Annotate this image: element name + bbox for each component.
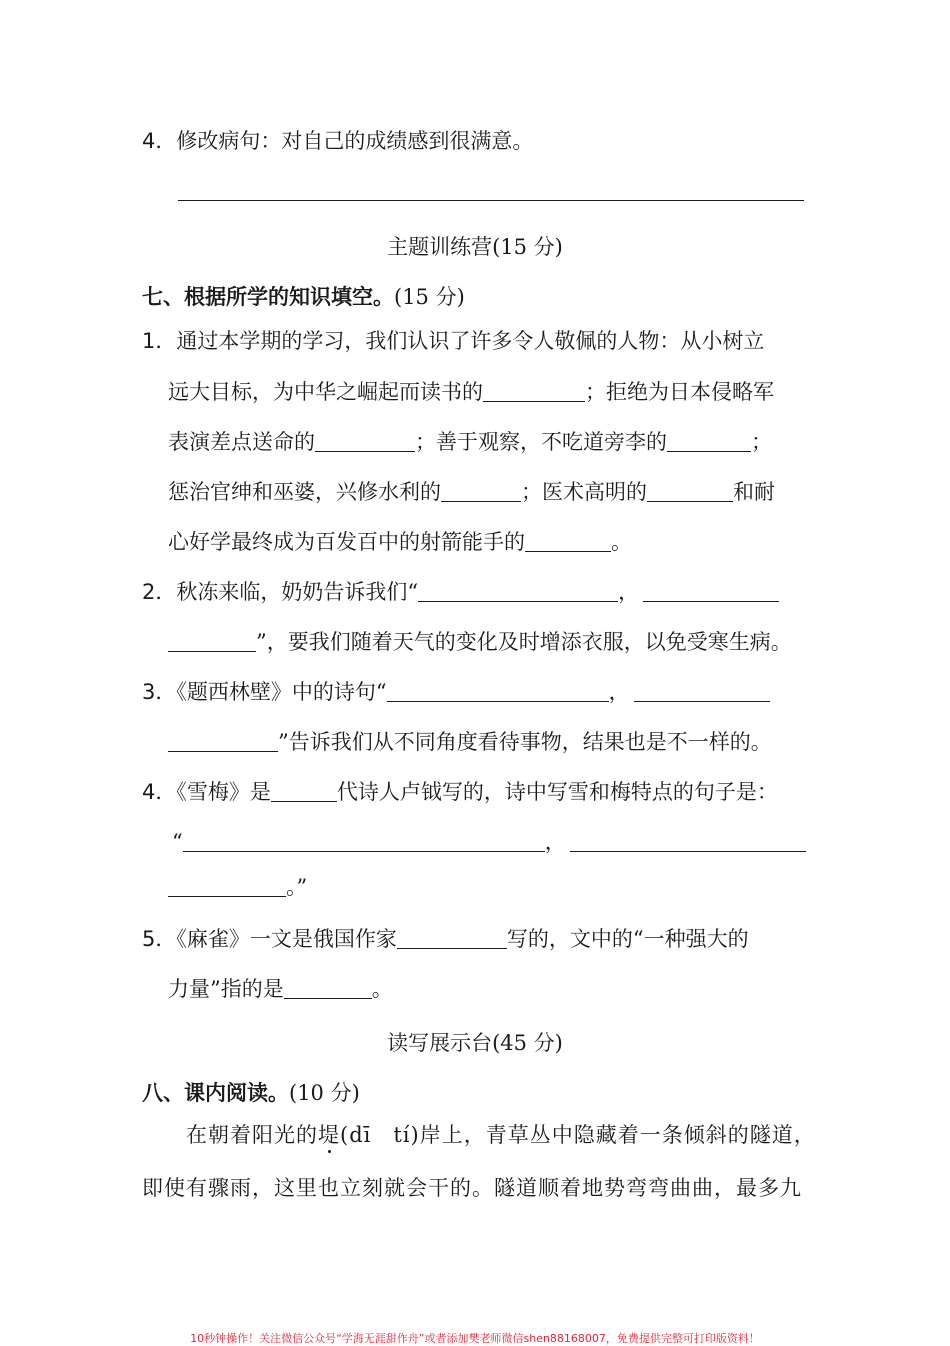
fill-blank[interactable]	[284, 978, 372, 999]
q5-text-2b: 。	[371, 977, 393, 1001]
q2-line-2	[168, 631, 792, 653]
fill-blank[interactable]	[525, 531, 611, 552]
q4-text-2b: ，	[544, 830, 566, 854]
fill-blank[interactable]	[397, 928, 507, 949]
emphasis-char: 堤	[318, 1123, 340, 1147]
q2-text-1b: ，	[618, 580, 640, 604]
q1-text-4a: 惩治官绅和巫婆，兴修水利的	[168, 480, 441, 504]
part-7-heading	[142, 281, 465, 311]
q1-text-3a: 表演差点送命的	[168, 430, 315, 454]
section-title-theme-camp: 主题训练营(15 分)	[387, 235, 563, 259]
q2-line-1	[142, 581, 779, 603]
q4-text-2a: “	[172, 830, 183, 854]
fill-blank[interactable]	[667, 431, 751, 452]
fill-blank[interactable]	[315, 431, 415, 452]
fill-blank[interactable]	[647, 481, 733, 502]
q1-text-3b: ；善于观察，不吃道旁李的	[415, 430, 667, 454]
q1-text-4c: 和耐	[733, 480, 775, 504]
passage-text-1b: (dī tí)岸上，青草丛中隐藏着一条倾斜的隧道，	[340, 1123, 816, 1147]
question-number: 3．	[142, 680, 177, 704]
q1-text-2b: ；拒绝为日本侵略军	[585, 380, 774, 404]
fill-blank[interactable]	[418, 581, 618, 602]
q3-line-1	[142, 681, 770, 703]
question-number: 5．	[142, 927, 177, 951]
q1-line-2	[168, 381, 774, 403]
passage-text-1a: 在朝着阳光的	[186, 1123, 318, 1147]
answer-line	[178, 200, 804, 201]
q2-text-2: ”，要我们随着天气的变化及时增添衣服，以免受寒生病。	[256, 630, 792, 654]
fill-blank[interactable]	[183, 831, 545, 852]
q5-text-1a: 《麻雀》一文是俄国作家	[176, 927, 397, 951]
question-number: 2．	[142, 580, 177, 604]
q3-text-2: ”告诉我们从不同角度看待事物，结果也是不一样的。	[278, 730, 772, 754]
q1-line-1	[142, 331, 764, 352]
part-7-title: 七、根据所学的知识填空。	[142, 284, 394, 309]
q1-line-5	[168, 531, 632, 553]
part-8-heading	[142, 1077, 360, 1107]
footer-watermark: 10秒钟操作！关注微信公众号“学海无涯甜作舟”或者添加樊老师微信shen88168007，免费提供完整可打印版资料！	[190, 1332, 760, 1345]
q5-line-1	[142, 928, 749, 950]
part-7-points: (15 分)	[394, 285, 465, 309]
fill-blank[interactable]	[643, 581, 779, 602]
q3-text-1a: 《题西林壁》中的诗句“	[176, 680, 387, 704]
fill-blank[interactable]	[483, 381, 585, 402]
q4-line-1	[142, 781, 778, 803]
q1-text-5b: 。	[611, 530, 632, 554]
q3-text-1b: ，	[608, 680, 630, 704]
q1-text-5a: 心好学最终成为百发百中的射箭能手的	[168, 530, 525, 554]
q4-line-3	[168, 876, 307, 898]
q1-text-1: 通过本学期的学习，我们认识了许多令人敬佩的人物：从小树立	[176, 329, 765, 353]
fill-blank[interactable]	[168, 631, 256, 652]
q4-text-1b: 代诗人卢钺写的，诗中写雪和梅特点的句子是：	[336, 780, 778, 804]
question-number: 4．	[142, 780, 177, 804]
q4-text-3: 。”	[286, 875, 308, 899]
section-title-reading-writing: 读写展示台(45 分)	[387, 1031, 563, 1055]
q2-text-1a: 秋冻来临，奶奶告诉我们“	[176, 580, 419, 604]
q1-line-3	[168, 431, 772, 453]
passage-line-1	[186, 1125, 816, 1146]
q4-text-1a: 《雪梅》是	[176, 780, 271, 804]
q1-text-2a: 远大目标，为中华之崛起而读书的	[168, 380, 483, 404]
part-8-points: (10 分)	[289, 1081, 360, 1105]
q5-text-2a: 力量”指的是	[168, 977, 284, 1001]
q1-text-3c: ；	[751, 430, 772, 454]
fill-blank[interactable]	[570, 831, 806, 852]
passage-line-2: 即使有骤雨，这里也立刻就会干的。隧道顺着地势弯弯曲曲，最多九	[142, 1176, 802, 1200]
question-number: 4．	[142, 129, 177, 153]
question-4-prev	[142, 131, 533, 152]
q1-text-4b: ；医术高明的	[521, 480, 647, 504]
question-text: 修改病句：对自己的成绩感到很满意。	[176, 129, 534, 153]
q5-text-1b: 写的，文中的“一种强大的	[506, 927, 749, 951]
fill-blank[interactable]	[168, 876, 286, 897]
q3-line-2	[168, 731, 772, 753]
question-number: 1．	[142, 329, 177, 353]
fill-blank[interactable]	[441, 481, 521, 502]
fill-blank[interactable]	[387, 681, 609, 702]
fill-blank[interactable]	[168, 731, 278, 752]
q1-line-4	[168, 481, 775, 503]
fill-blank[interactable]	[634, 681, 770, 702]
part-8-title: 八、课内阅读。	[142, 1080, 289, 1105]
q4-line-2	[172, 831, 806, 853]
q5-line-2	[168, 978, 393, 1000]
fill-blank[interactable]	[271, 781, 337, 802]
